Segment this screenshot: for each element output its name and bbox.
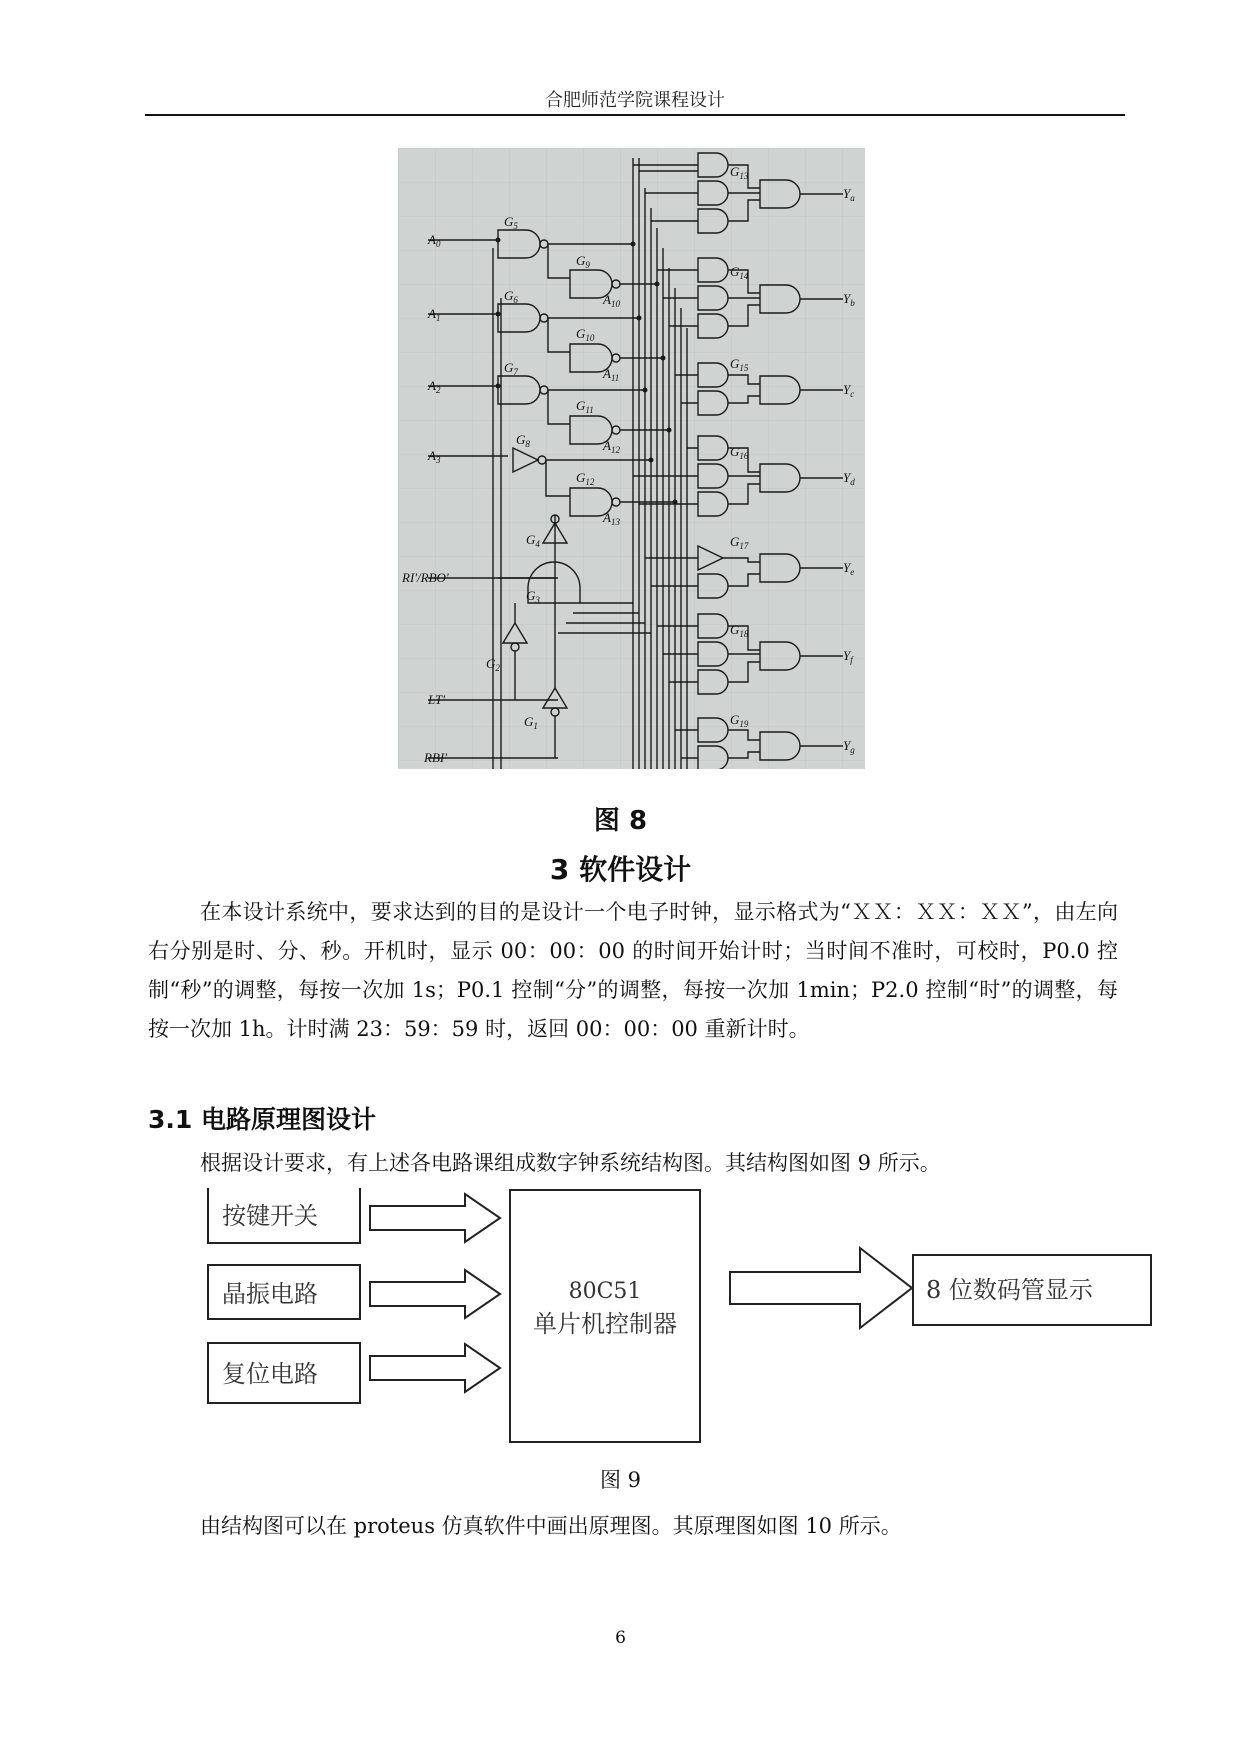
svg-text:A10: $A_{10}$: [603, 292, 620, 309]
svg-text:G5: $G_5$: [504, 214, 518, 231]
arrow-out: [730, 1248, 912, 1328]
svg-text:Yc: $Y_c$: [843, 382, 855, 399]
label-reset: 复位电路: [222, 1360, 318, 1388]
svg-text:G3: $G_3$: [526, 588, 540, 605]
figure8-circuit-photo: [398, 148, 865, 769]
header-rule: [145, 114, 1125, 116]
svg-text:G15: $G_{15}$: [730, 356, 749, 373]
svg-text:A12: $A_{12}$: [603, 438, 620, 455]
svg-text:G10: $G_{10}$: [576, 326, 595, 343]
svg-text:G17: $G_{17}$: [730, 534, 749, 551]
label-crystal: 晶振电路: [222, 1280, 318, 1308]
svg-text:Yd: $Y_d$: [843, 470, 855, 487]
figure9-caption: 图 9: [599, 1468, 642, 1492]
svg-text:G4: $G_4$: [526, 532, 540, 549]
svg-text:A11: $A_{11}$: [603, 366, 620, 383]
svg-text:A1: $A_1$: [428, 306, 441, 323]
svg-text:A13: $A_{13}$: [603, 510, 620, 527]
section3-title: 3 软件设计: [549, 853, 692, 886]
svg-text:G19: $G_{19}$: [730, 712, 749, 729]
svg-text:Yg: $Y_g$: [843, 738, 855, 755]
svg-text:Yb: $Y_b$: [843, 291, 855, 308]
svg-text:RBI': RBI': [424, 750, 447, 765]
svg-text:G9: $G_9$: [576, 253, 590, 270]
arrow-1: [370, 1194, 500, 1242]
svg-text:RI'/RBO': RI'/RBO': [402, 570, 449, 585]
label-display: 8 位数码管显示: [926, 1276, 1093, 1304]
svg-text:G12: $G_{12}$: [576, 470, 595, 487]
arrow-3: [370, 1344, 500, 1392]
section31-paragraph: 根据设计要求，有上述各电路课组成数字钟系统结构图。其结构图如图 9 所示。: [200, 1151, 941, 1175]
svg-text:LT': LT': [428, 692, 445, 707]
page-header: 合肥师范学院课程设计: [545, 90, 725, 111]
label-controller: 单片机控制器: [533, 1310, 677, 1338]
section31-title: 3.1 电路原理图设计: [148, 1105, 376, 1134]
label-key-switch: 按键开关: [222, 1202, 318, 1230]
svg-text:G1: $G_1$: [524, 714, 538, 731]
svg-text:G7: $G_7$: [504, 360, 518, 377]
svg-text:G2: $G_2$: [486, 656, 500, 673]
svg-text:Ye: $Y_e$: [843, 560, 855, 577]
svg-text:G11: $G_{11}$: [576, 398, 594, 415]
svg-text:A2: $A_2$: [428, 378, 441, 395]
page-number: 6: [615, 1628, 626, 1648]
after-paragraph: 由结构图可以在 proteus 仿真软件中画出原理图。其原理图如图 10 所示。: [200, 1514, 902, 1538]
svg-text:Yf: $Y_f$: [843, 648, 853, 665]
figure8-caption: 图 8: [593, 806, 648, 836]
section3-paragraph: 在本设计系统中，要求达到的目的是设计一个电子时钟，显示格式为“ＸＸ：ＸＸ：ＸＸ”，由左向右分别是时、分、秒。开机时，显示 00：00：00 的时间开始计时；当时间不准时，可校时，P0.0 控制“秒”的调整，每按一次加 1s；P0.1 控制“分”的调整，每按一次加 1min；P2.0 控制“时”的调整，每按一次加 1h。计时满 23：59：59 时，返回 00：00：00 重新计时。: [148, 900, 1118, 1041]
svg-text:G8: $G_8$: [516, 432, 530, 449]
svg-text:G16: $G_{16}$: [730, 444, 749, 461]
svg-text:Ya: $Y_a$: [843, 186, 855, 203]
label-80c51: 80C51: [568, 1279, 642, 1304]
svg-text:A0: $A_0$: [428, 232, 441, 249]
svg-text:G18: $G_{18}$: [730, 622, 749, 639]
figure9-block-diagram: [200, 1188, 1160, 1448]
arrow-2: [370, 1270, 500, 1318]
svg-text:A3: $A_3$: [428, 448, 441, 465]
svg-text:G13: $G_{13}$: [730, 164, 749, 181]
svg-text:G6: $G_6$: [504, 288, 518, 305]
svg-text:G14: $G_{14}$: [730, 264, 749, 281]
